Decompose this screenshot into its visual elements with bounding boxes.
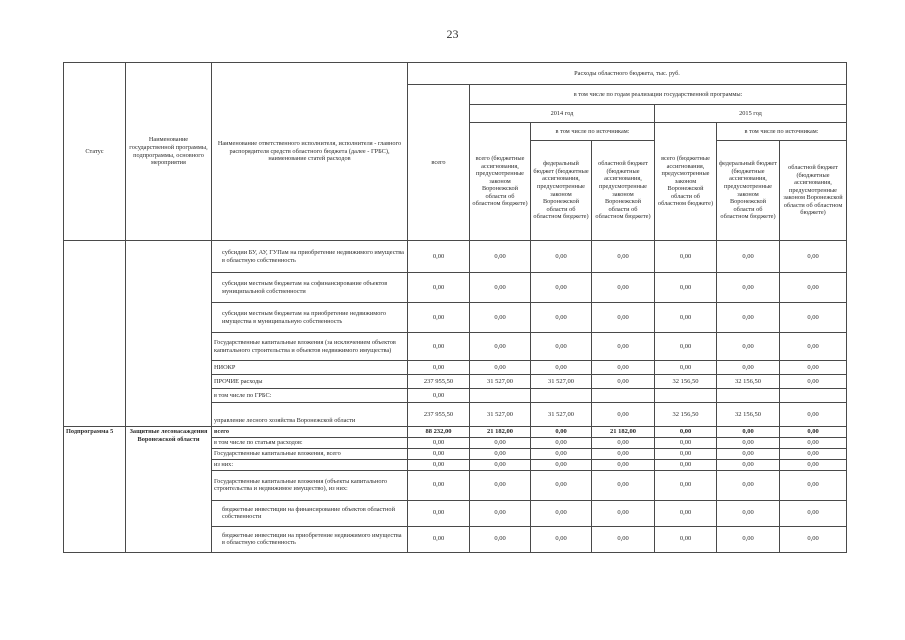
block1-row-7-value-1: 31 527,00 bbox=[470, 403, 531, 427]
subprogram-row-6-value-1: 0,00 bbox=[470, 526, 531, 552]
header-regional-2015: областной бюджет (бюджетные ассигнования, предусмотренные законом Воронежской области об областном бюджете) bbox=[780, 141, 847, 241]
subprogram-row-2-value-5: 0,00 bbox=[717, 448, 780, 459]
block1-row-1-value-0: 0,00 bbox=[408, 273, 470, 303]
block1-row-7-value-5: 32 156,50 bbox=[717, 403, 780, 427]
block1-row-5-value-5: 32 156,50 bbox=[717, 375, 780, 389]
block1-row-3-value-5: 0,00 bbox=[717, 333, 780, 361]
header-federal-2015: федеральный бюджет (бюджетные ассигнования, предусмотренные законом Воронежской области об областном бюджете) bbox=[717, 141, 780, 241]
block1-row-5-value-6: 0,00 bbox=[780, 375, 847, 389]
subprogram-row-3-value-0: 0,00 bbox=[408, 459, 470, 470]
block1-row-5-value-1: 31 527,00 bbox=[470, 375, 531, 389]
subprogram-row-0-value-1: 21 182,00 bbox=[470, 427, 531, 438]
subprogram-row-2-value-3: 0,00 bbox=[592, 448, 655, 459]
header-year-2014: 2014 год bbox=[470, 105, 655, 123]
block1-row-7-value-3: 0,00 bbox=[592, 403, 655, 427]
header-year-2015: 2015 год bbox=[655, 105, 847, 123]
expense-item-name: всего bbox=[212, 427, 408, 438]
header-total-budget-2015: всего (бюджетные ассигнования, предусмотренные законом Воронежской области об областном бюджете) bbox=[655, 123, 717, 241]
block1-row-5-value-3: 0,00 bbox=[592, 375, 655, 389]
header-by-sources-2014: в том числе по источникам: bbox=[531, 123, 655, 141]
subprogram-row-4-value-4: 0,00 bbox=[655, 470, 717, 500]
expense-item-name: ПРОЧИЕ расходы bbox=[212, 375, 408, 389]
expense-item-name: в том числе по статьям расходов: bbox=[212, 438, 408, 449]
subprogram-row-4-value-0: 0,00 bbox=[408, 470, 470, 500]
subprogram-row-6-value-5: 0,00 bbox=[717, 526, 780, 552]
block1-row-0-value-6: 0,00 bbox=[780, 241, 847, 273]
subprogram-row-2-value-2: 0,00 bbox=[531, 448, 592, 459]
block1-row-1-value-2: 0,00 bbox=[531, 273, 592, 303]
expense-item-name: из них: bbox=[212, 459, 408, 470]
block1-row-4-value-4: 0,00 bbox=[655, 361, 717, 375]
block1-row-6-value-3 bbox=[592, 389, 655, 403]
expense-item-name: Государственные капитальные вложения (за исключением объектов капитального строительства и объектов недвижимого имущества) bbox=[212, 333, 408, 361]
block1-row-3-value-1: 0,00 bbox=[470, 333, 531, 361]
block1-row-2-value-6: 0,00 bbox=[780, 303, 847, 333]
expense-item-name: НИОКР bbox=[212, 361, 408, 375]
block1-row-2-value-1: 0,00 bbox=[470, 303, 531, 333]
status-cell-empty bbox=[64, 241, 126, 427]
header-by-sources-2015: в том числе по источникам: bbox=[717, 123, 847, 141]
block1-row-3-value-2: 0,00 bbox=[531, 333, 592, 361]
header-total: всего bbox=[408, 85, 470, 241]
block1-row-0-value-1: 0,00 bbox=[470, 241, 531, 273]
subprogram-row-1-value-2: 0,00 bbox=[531, 438, 592, 449]
block1-row-3-value-6: 0,00 bbox=[780, 333, 847, 361]
block1-row-6-value-2 bbox=[531, 389, 592, 403]
subprogram-row-4-value-5: 0,00 bbox=[717, 470, 780, 500]
block1-row-6-value-5 bbox=[717, 389, 780, 403]
block1-row-3-value-0: 0,00 bbox=[408, 333, 470, 361]
block1-row-4-value-5: 0,00 bbox=[717, 361, 780, 375]
subprogram-row-0-value-6: 0,00 bbox=[780, 427, 847, 438]
subprogram-row-3-value-6: 0,00 bbox=[780, 459, 847, 470]
subprogram-name: Защитные лесонасаждения Воронежской области bbox=[126, 427, 212, 553]
block1-row-1-value-1: 0,00 bbox=[470, 273, 531, 303]
subprogram-row-3-value-3: 0,00 bbox=[592, 459, 655, 470]
header-program-name: Наименование государственной программы, подпрограммы, основного мероприятия bbox=[126, 63, 212, 241]
subprogram-row-5-value-4: 0,00 bbox=[655, 500, 717, 526]
header-by-years: в том числе по годам реализации государственной программы: bbox=[470, 85, 847, 105]
block1-row-1-value-6: 0,00 bbox=[780, 273, 847, 303]
block1-row-5-value-4: 32 156,50 bbox=[655, 375, 717, 389]
header-expenses-title: Расходы областного бюджета, тыс. руб. bbox=[408, 63, 847, 85]
block1-row-0-value-4: 0,00 bbox=[655, 241, 717, 273]
expense-item-name: бюджетные инвестиции на приобретение недвижимого имущества в областную собственность bbox=[212, 526, 408, 552]
expense-item-name: управление лесного хозяйства Воронежской области bbox=[212, 403, 408, 427]
subprogram-row-1-value-0: 0,00 bbox=[408, 438, 470, 449]
subprogram-row-2-value-1: 0,00 bbox=[470, 448, 531, 459]
block1-row-6-value-6 bbox=[780, 389, 847, 403]
program-name-cell-empty bbox=[126, 241, 212, 427]
block1-row-7-value-2: 31 527,00 bbox=[531, 403, 592, 427]
subprogram-row-1-value-4: 0,00 bbox=[655, 438, 717, 449]
subprogram-row-0-value-4: 0,00 bbox=[655, 427, 717, 438]
header-federal-2014: федеральный бюджет (бюджетные ассигнования, предусмотренные законом Воронежской области об областном бюджете) bbox=[531, 141, 592, 241]
subprogram-row-1-value-5: 0,00 bbox=[717, 438, 780, 449]
block1-row-1-value-5: 0,00 bbox=[717, 273, 780, 303]
subprogram-row-4-value-6: 0,00 bbox=[780, 470, 847, 500]
budget-table bbox=[63, 62, 847, 553]
block1-row-2-value-2: 0,00 bbox=[531, 303, 592, 333]
block1-row-0-value-2: 0,00 bbox=[531, 241, 592, 273]
block1-row-1-value-4: 0,00 bbox=[655, 273, 717, 303]
header-executor-name: Наименование ответственного исполнителя, исполнителя - главного распорядителя средств областного бюджета (далее - ГРБС), наименование статей расходов bbox=[212, 63, 408, 241]
block1-row-2-value-5: 0,00 bbox=[717, 303, 780, 333]
expense-item-name: в том числе по ГРБС: bbox=[212, 389, 408, 403]
expense-item-name: бюджетные инвестиции на финансирование объектов областной собственности bbox=[212, 500, 408, 526]
subprogram-row-3-value-5: 0,00 bbox=[717, 459, 780, 470]
block1-row-2-value-4: 0,00 bbox=[655, 303, 717, 333]
subprogram-row-5-value-5: 0,00 bbox=[717, 500, 780, 526]
subprogram-row-0-value-3: 21 182,00 bbox=[592, 427, 655, 438]
header-regional-2014: областной бюджет (бюджетные ассигнования, предусмотренные законом Воронежской области об областном бюджете) bbox=[592, 141, 655, 241]
block1-row-1-value-3: 0,00 bbox=[592, 273, 655, 303]
expense-item-name: Государственные капитальные вложения (объекты капитального строительства и недвижимое имущество), из них: bbox=[212, 470, 408, 500]
block1-row-7-value-6: 0,00 bbox=[780, 403, 847, 427]
page-number: 23 bbox=[446, 27, 459, 41]
block1-row-4-value-1: 0,00 bbox=[470, 361, 531, 375]
subprogram-row-4-value-2: 0,00 bbox=[531, 470, 592, 500]
block1-row-7-value-4: 32 156,50 bbox=[655, 403, 717, 427]
block1-row-3-value-3: 0,00 bbox=[592, 333, 655, 361]
expense-item-name: субсидии местным бюджетам на приобретение недвижимого имущества в муниципальную собственность bbox=[212, 303, 408, 333]
block1-row-4-value-6: 0,00 bbox=[780, 361, 847, 375]
block1-row-4-value-2: 0,00 bbox=[531, 361, 592, 375]
subprogram-row-4-value-1: 0,00 bbox=[470, 470, 531, 500]
subprogram-row-1-value-3: 0,00 bbox=[592, 438, 655, 449]
subprogram-row-0-value-2: 0,00 bbox=[531, 427, 592, 438]
block1-row-6-value-0: 0,00 bbox=[408, 389, 470, 403]
subprogram-row-1-value-1: 0,00 bbox=[470, 438, 531, 449]
expense-item-name: Государственные капитальные вложения, всего bbox=[212, 448, 408, 459]
subprogram-row-3-value-4: 0,00 bbox=[655, 459, 717, 470]
header-status: Статус bbox=[64, 63, 126, 241]
subprogram-row-4-value-3: 0,00 bbox=[592, 470, 655, 500]
subprogram-status: Подпрограмма 5 bbox=[64, 427, 126, 553]
subprogram-row-1-value-6: 0,00 bbox=[780, 438, 847, 449]
block1-row-5-value-0: 237 955,50 bbox=[408, 375, 470, 389]
block1-row-6-value-4 bbox=[655, 389, 717, 403]
block1-row-0-value-5: 0,00 bbox=[717, 241, 780, 273]
block1-row-6-value-1 bbox=[470, 389, 531, 403]
subprogram-row-5-value-6: 0,00 bbox=[780, 500, 847, 526]
expense-item-name: субсидии БУ, АУ, ГУПам на приобретение недвижимого имущества в областную собственность bbox=[212, 241, 408, 273]
subprogram-row-6-value-4: 0,00 bbox=[655, 526, 717, 552]
block1-row-4-value-3: 0,00 bbox=[592, 361, 655, 375]
header-total-budget-2014: всего (бюджетные ассигнования, предусмотренные законом Воронежской области об областном бюджете) bbox=[470, 123, 531, 241]
subprogram-row-5-value-2: 0,00 bbox=[531, 500, 592, 526]
table-row bbox=[64, 427, 847, 438]
subprogram-row-2-value-4: 0,00 bbox=[655, 448, 717, 459]
subprogram-row-3-value-2: 0,00 bbox=[531, 459, 592, 470]
subprogram-row-6-value-3: 0,00 bbox=[592, 526, 655, 552]
block1-row-2-value-3: 0,00 bbox=[592, 303, 655, 333]
subprogram-row-5-value-1: 0,00 bbox=[470, 500, 531, 526]
subprogram-row-6-value-2: 0,00 bbox=[531, 526, 592, 552]
block1-row-3-value-4: 0,00 bbox=[655, 333, 717, 361]
block1-row-5-value-2: 31 527,00 bbox=[531, 375, 592, 389]
subprogram-row-0-value-5: 0,00 bbox=[717, 427, 780, 438]
block1-row-4-value-0: 0,00 bbox=[408, 361, 470, 375]
expense-item-name: субсидии местным бюджетам на софинансирование объектов муниципальной собственности bbox=[212, 273, 408, 303]
subprogram-row-5-value-0: 0,00 bbox=[408, 500, 470, 526]
subprogram-row-3-value-1: 0,00 bbox=[470, 459, 531, 470]
subprogram-row-0-value-0: 88 232,00 bbox=[408, 427, 470, 438]
subprogram-row-6-value-0: 0,00 bbox=[408, 526, 470, 552]
block1-row-7-value-0: 237 955,50 bbox=[408, 403, 470, 427]
table-row bbox=[64, 241, 847, 273]
block1-row-0-value-0: 0,00 bbox=[408, 241, 470, 273]
block1-row-2-value-0: 0,00 bbox=[408, 303, 470, 333]
subprogram-row-5-value-3: 0,00 bbox=[592, 500, 655, 526]
subprogram-row-2-value-6: 0,00 bbox=[780, 448, 847, 459]
subprogram-row-2-value-0: 0,00 bbox=[408, 448, 470, 459]
block1-row-0-value-3: 0,00 bbox=[592, 241, 655, 273]
subprogram-row-6-value-6: 0,00 bbox=[780, 526, 847, 552]
